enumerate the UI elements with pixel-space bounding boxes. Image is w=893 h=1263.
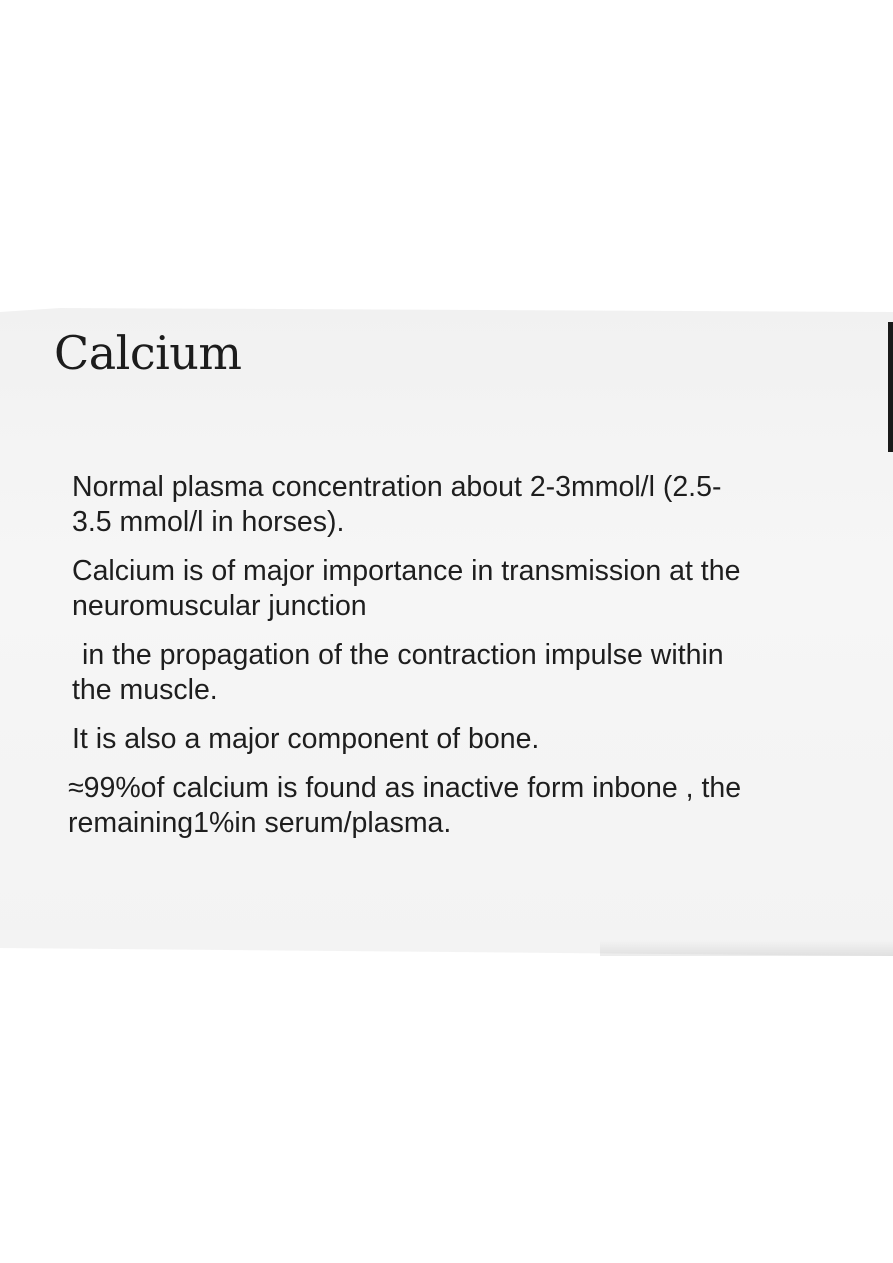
text-line: the muscle. xyxy=(72,674,218,706)
text-line: 3.5 mmol/l in horses). xyxy=(72,506,345,538)
text-line: in the propagation of the contraction impulse within xyxy=(82,639,724,671)
text-line: Calcium is of major importance in transmission at the xyxy=(72,555,741,587)
page-title: Calcium xyxy=(54,326,242,380)
body-text xyxy=(68,470,884,855)
text-line: neuromuscular junction xyxy=(72,590,367,622)
paper-edge-shadow xyxy=(888,322,893,452)
paragraph-bone-component xyxy=(72,722,884,757)
text-line: remaining1%in serum/plasma. xyxy=(68,807,452,839)
text-line: ≈99%of calcium is found as inactive form inbone , the xyxy=(68,772,742,804)
text-line: Normal plasma concentration about 2-3mmol/l (2.5- xyxy=(72,471,722,503)
paragraph-calcium-distribution xyxy=(68,771,884,841)
text-line: It is also a major component of bone. xyxy=(72,723,540,755)
paragraph-plasma-concentration xyxy=(72,470,884,540)
paper-bottom-shadow xyxy=(600,940,893,956)
paragraph-neuromuscular xyxy=(72,554,884,624)
paragraph-propagation xyxy=(72,638,884,708)
